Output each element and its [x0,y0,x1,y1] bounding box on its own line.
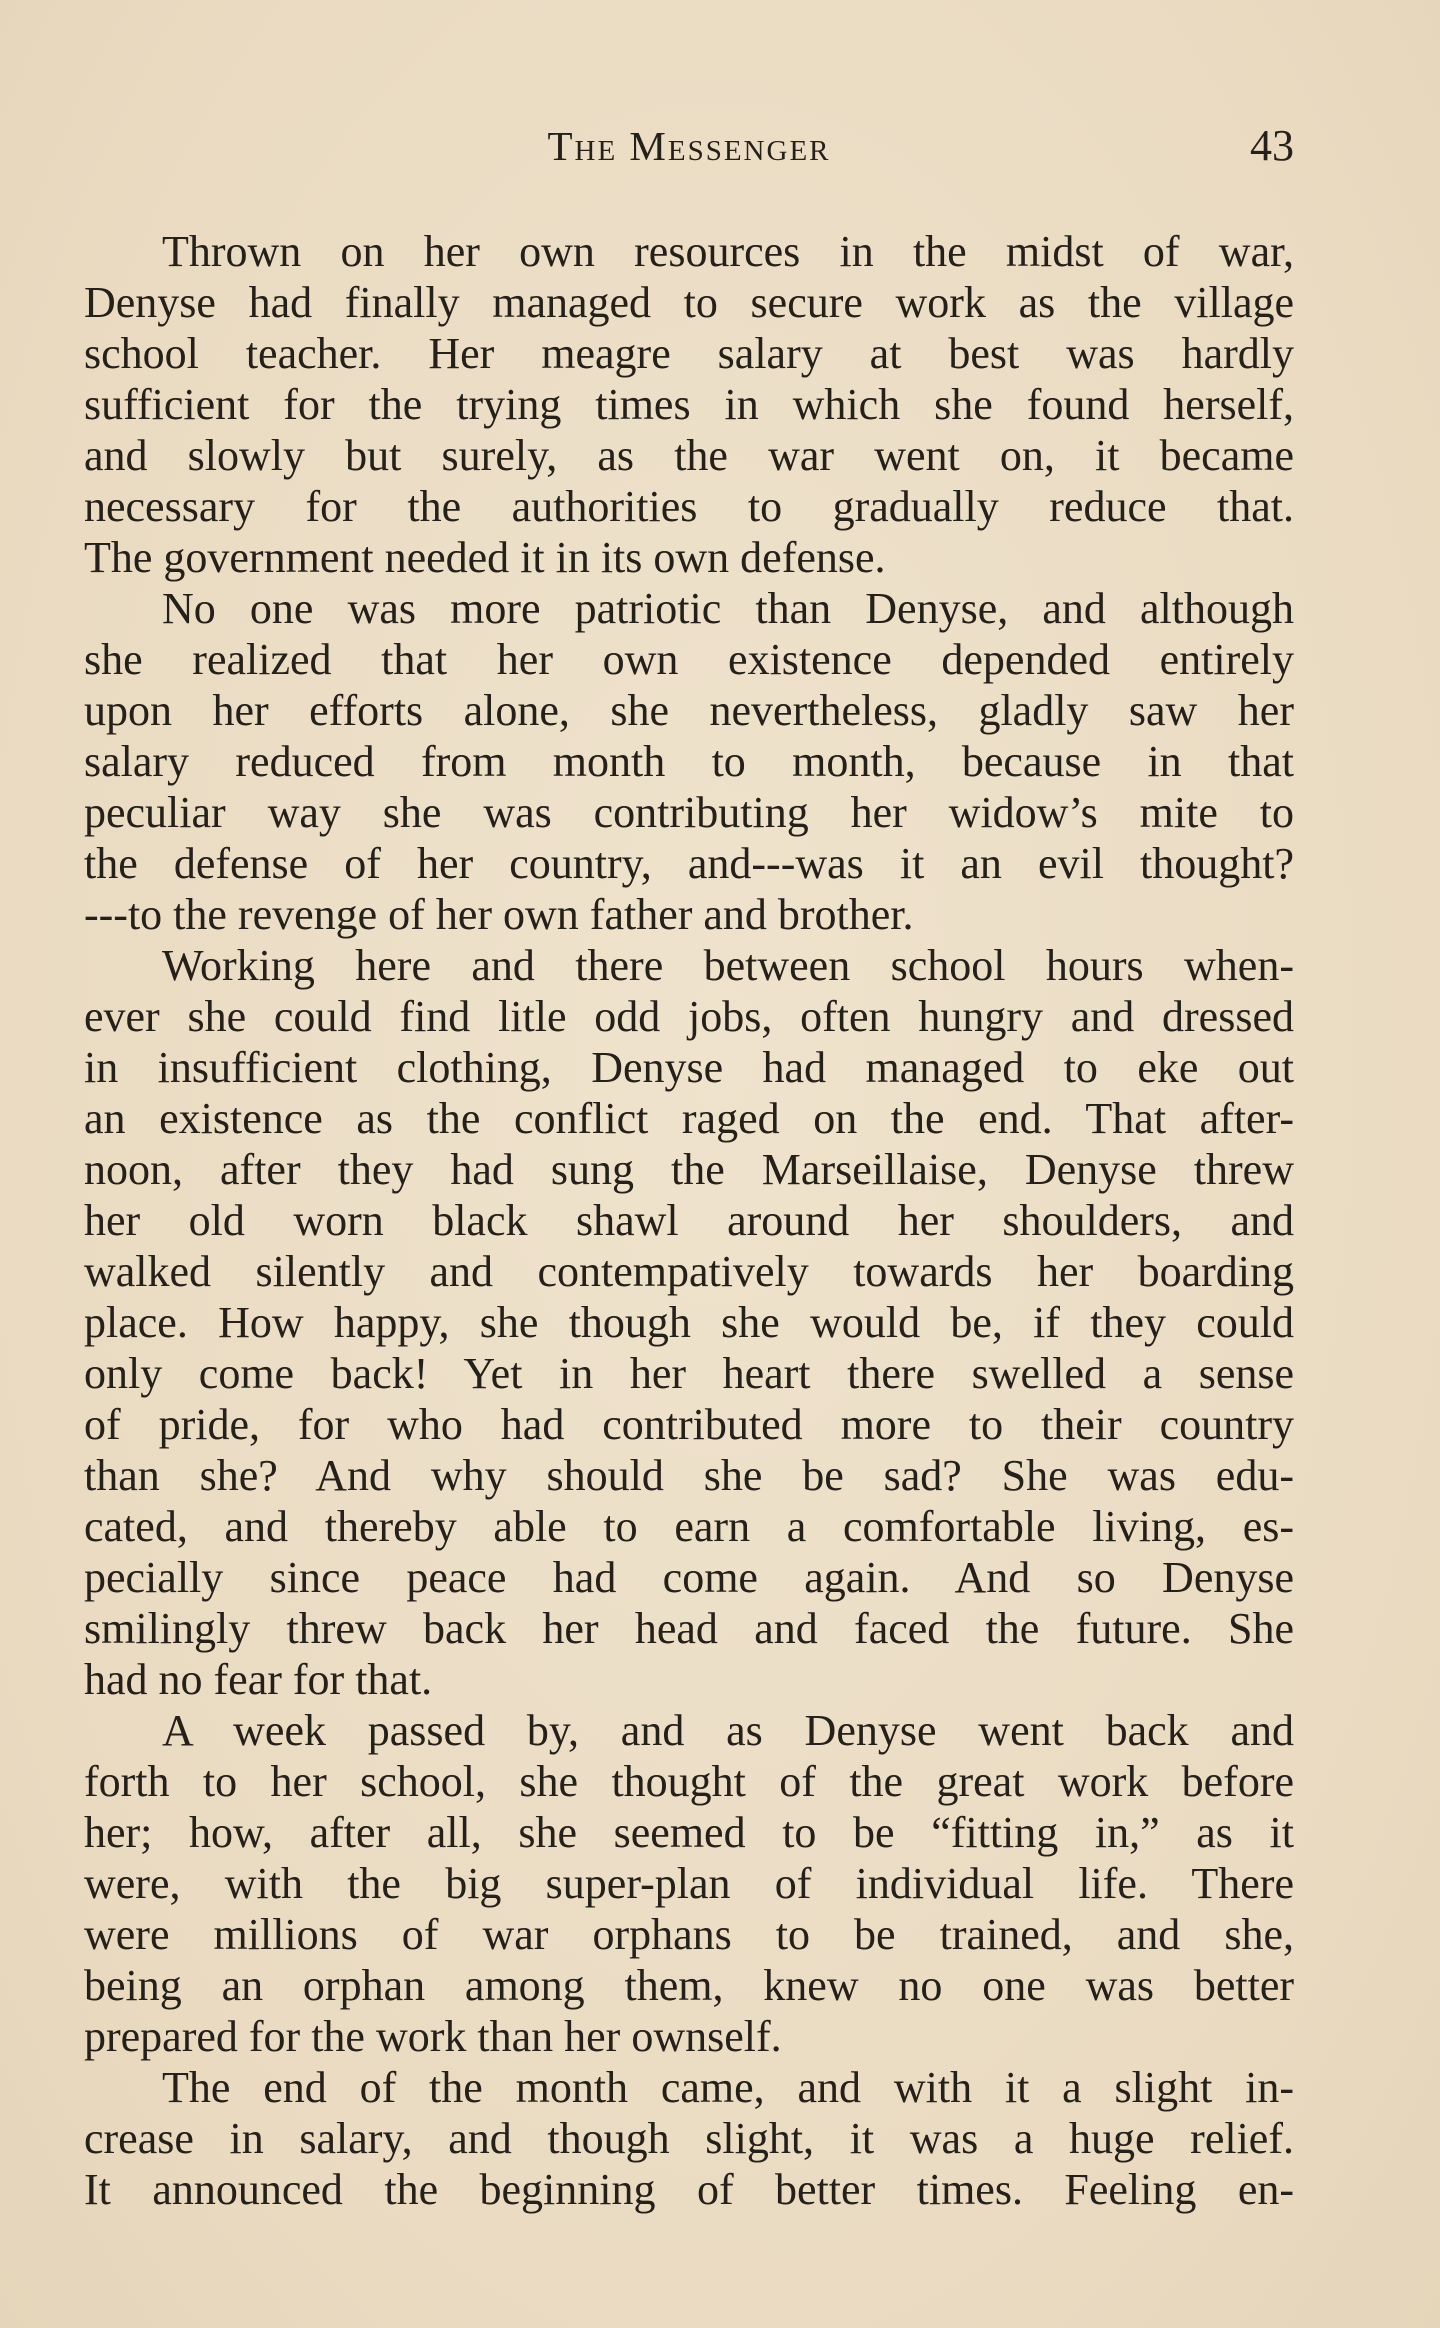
text-line: upon her efforts alone, she nevertheless, gladly saw her [84,686,1294,735]
body-text [84,226,1294,2215]
text-line: It announced the beginning of better times. Feeling en- [84,2165,1294,2214]
paragraph [84,583,1294,940]
text-line: than she? And why should she be sad? She was edu- [84,1451,1294,1500]
text-line: forth to her school, she thought of the great work before [84,1757,1294,1806]
paragraph [84,940,1294,1705]
text-line: Thrown on her own resources in the midst of war, [162,227,1294,276]
text-line: peculiar way she was contributing her widow’s mite to [84,788,1294,837]
text-line: Working here and there between school hours when- [162,941,1294,990]
text-line: school teacher. Her meagre salary at best was hardly [84,329,1294,378]
text-line: ---to the revenge of her own father and brother. [84,890,914,939]
paragraph [84,226,1294,583]
text-line: and slowly but surely, as the war went on, it became [84,431,1294,480]
text-line: cated, and thereby able to earn a comfortable living, es- [84,1502,1294,1551]
text-line: A week passed by, and as Denyse went back and [162,1706,1294,1755]
text-line: ever she could find litle odd jobs, often hungry and dressed [84,992,1294,1041]
text-line: were, with the big super-plan of individual life. There [84,1859,1294,1908]
text-line: sufficient for the trying times in which she found herself, [84,380,1294,429]
text-line: only come back! Yet in her heart there swelled a sense [84,1349,1294,1398]
running-title: The Messenger [547,123,831,169]
text-line: the defense of her country, and---was it an evil thought? [84,839,1294,888]
paragraph [84,1705,1294,2062]
text-line: prepared for the work than her ownself. [84,2012,782,2061]
page-number: 43 [1250,121,1294,170]
text-line: her; how, after all, she seemed to be “fitting in,” as it [84,1808,1294,1857]
text-line: salary reduced from month to month, because in that [84,737,1294,786]
text-line: The government needed it in its own defense. [84,533,886,582]
text-line: she realized that her own existence depended entirely [84,635,1294,684]
text-line: were millions of war orphans to be trained, and she, [84,1910,1294,1959]
text-line: of pride, for who had contributed more to their country [84,1400,1294,1449]
text-line: pecially since peace had come again. And so Denyse [84,1553,1294,1602]
text-line: her old worn black shawl around her shoulders, and [84,1196,1294,1245]
text-line: No one was more patriotic than Denyse, and although [162,584,1294,633]
text-line: walked silently and contempatively towards her boarding [84,1247,1294,1296]
text-line: crease in salary, and though slight, it was a huge relief. [84,2114,1294,2163]
running-header [84,118,1294,174]
text-line: had no fear for that. [84,1655,433,1704]
text-line: smilingly threw back her head and faced the future. She [84,1604,1294,1653]
text-line: Denyse had finally managed to secure work as the village [84,278,1294,327]
text-line: necessary for the authorities to gradually reduce that. [84,482,1294,531]
paragraph [84,2062,1294,2215]
text-line: The end of the month came, and with it a slight in- [162,2063,1294,2112]
text-line: place. How happy, she though she would be, if they could [84,1298,1294,1347]
text-line: an existence as the conflict raged on the end. That after- [84,1094,1294,1143]
text-line: noon, after they had sung the Marseillaise, Denyse threw [84,1145,1294,1194]
text-line: being an orphan among them, knew no one was better [84,1961,1294,2010]
text-line: in insufficient clothing, Denyse had managed to eke out [84,1043,1294,1092]
